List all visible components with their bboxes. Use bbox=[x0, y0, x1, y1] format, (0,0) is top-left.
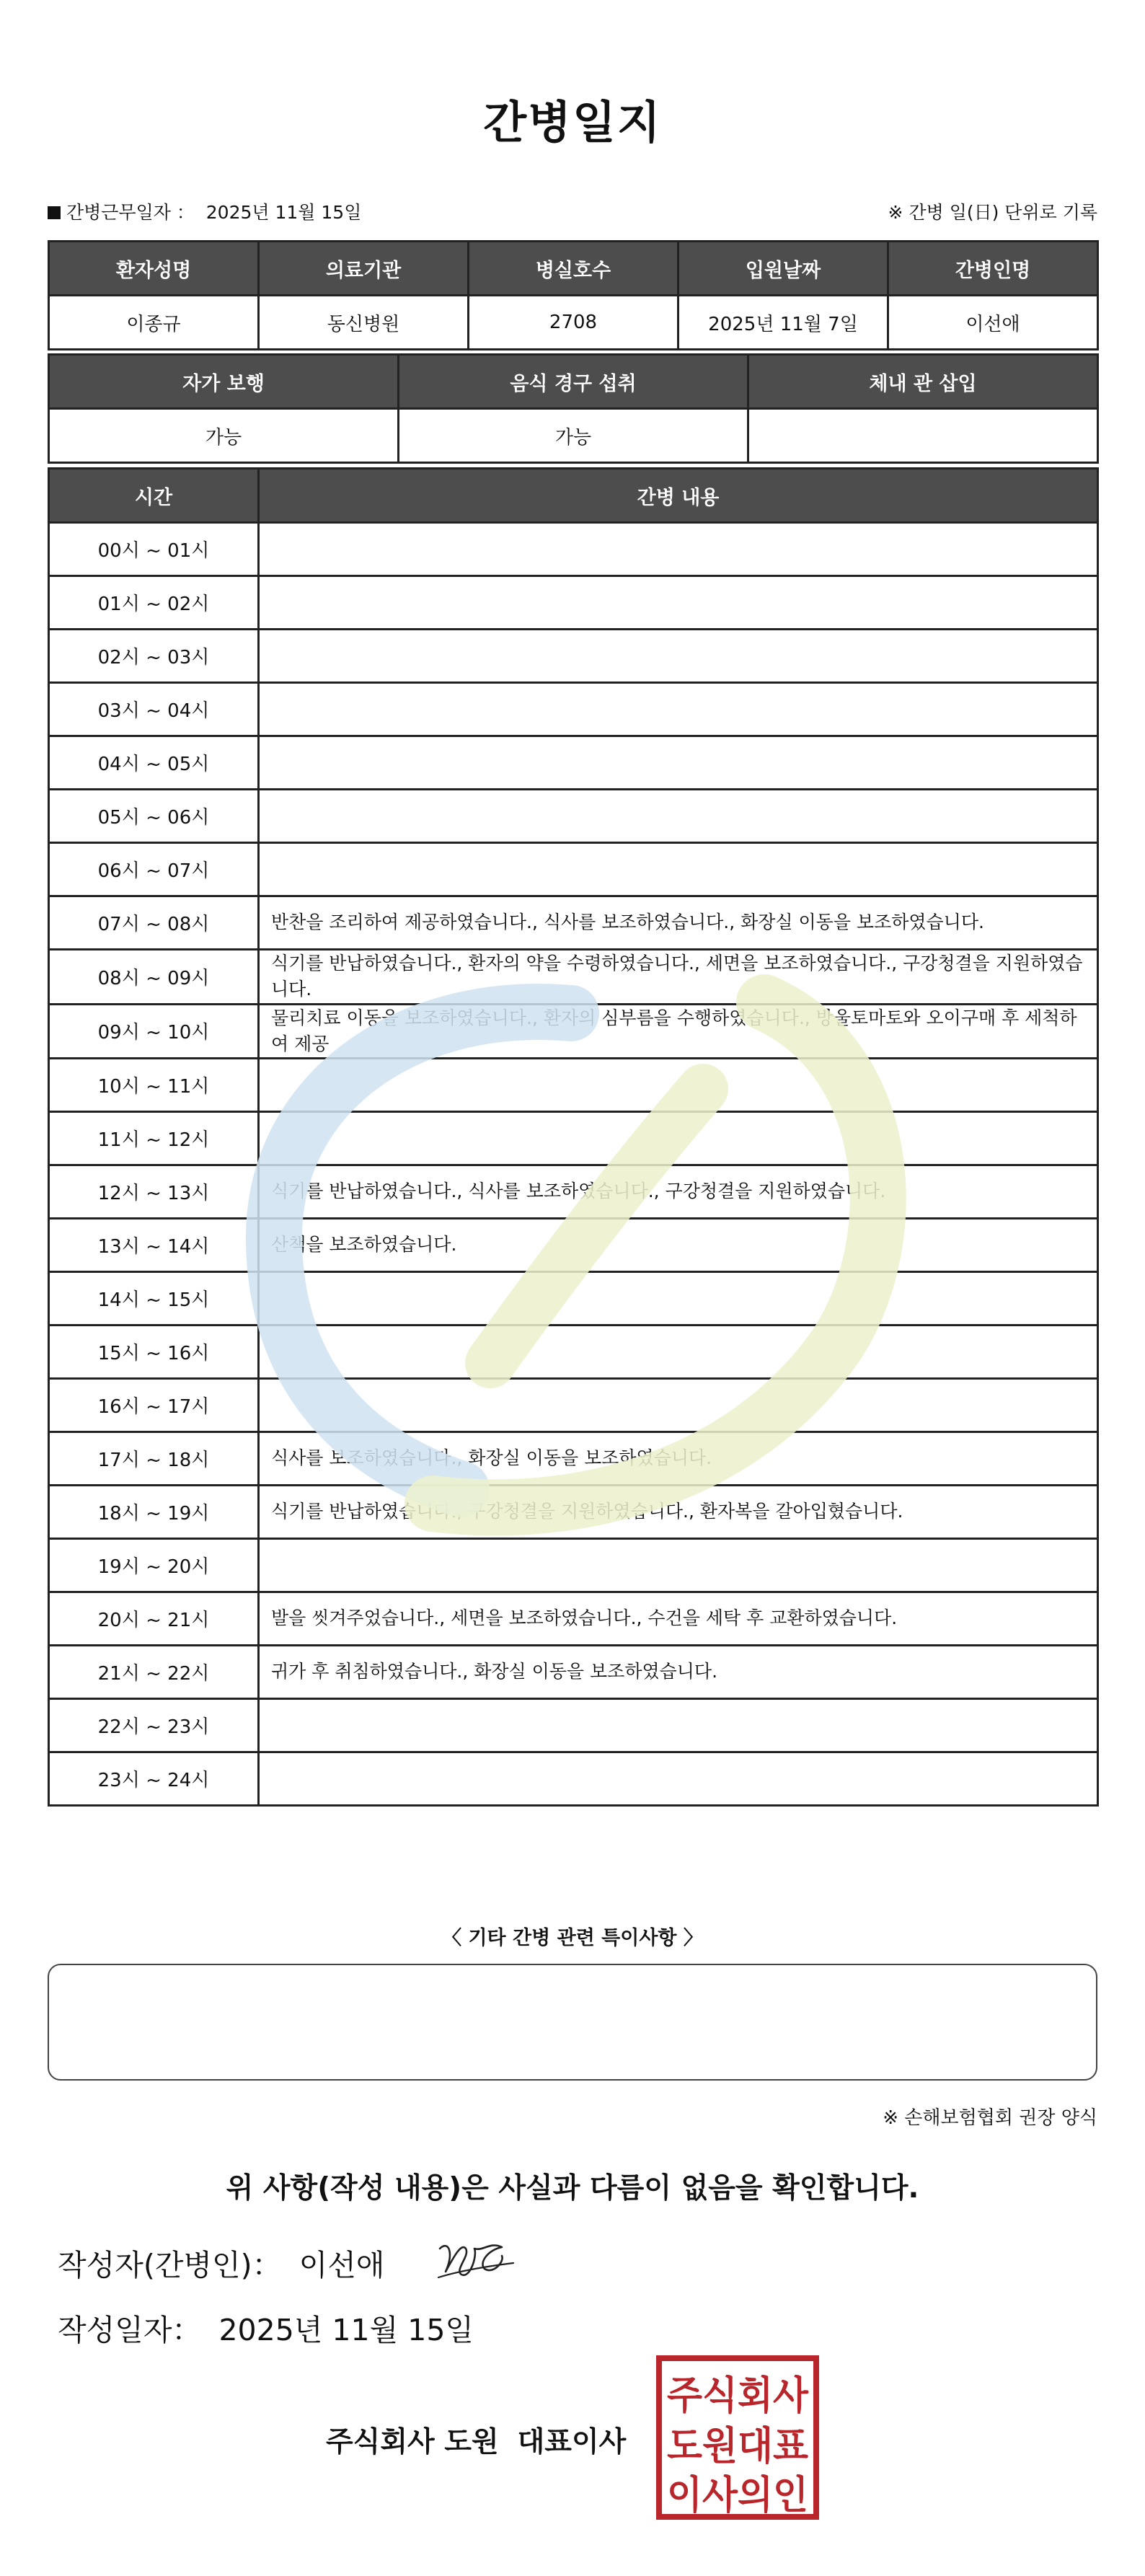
company-seal bbox=[655, 2354, 821, 2521]
care-log-content: 물리치료 이동을 보조하였습니다., 환자의 심부름을 수행하였습니다., 방울토마토와 오이구매 후 세척하여 제공 bbox=[259, 1004, 1098, 1059]
care-log-row bbox=[49, 1646, 1098, 1699]
header-care-content: 간병 내용 bbox=[259, 469, 1098, 523]
care-log-row bbox=[49, 1059, 1098, 1112]
header-oral-intake: 음식 경구 섭취 bbox=[399, 355, 748, 409]
care-log-content bbox=[259, 1272, 1098, 1326]
header-room-number: 병실호수 bbox=[469, 242, 678, 296]
care-log-time: 16시 ~ 17시 bbox=[49, 1379, 259, 1432]
care-log-time: 05시 ~ 06시 bbox=[49, 790, 259, 843]
care-log-time: 17시 ~ 18시 bbox=[49, 1432, 259, 1486]
care-log-row bbox=[49, 1165, 1098, 1219]
page-title: 간병일지 bbox=[483, 96, 662, 149]
written-date-line bbox=[58, 2306, 474, 2349]
svg-text:주식회사: 주식회사 bbox=[667, 2372, 809, 2418]
company-title: 대표이사 bbox=[517, 2426, 627, 2458]
header-admission-date: 입원날짜 bbox=[678, 242, 888, 296]
handwritten-signature bbox=[433, 2227, 519, 2292]
care-log-time: 03시 ~ 04시 bbox=[49, 683, 259, 736]
confirmation-statement: 위 사항(작성 내용)은 사실과 다름이 없음을 확인합니다. bbox=[226, 2172, 919, 2205]
care-log-row bbox=[49, 630, 1098, 683]
notes-box bbox=[48, 1964, 1097, 2081]
care-log-content bbox=[259, 683, 1098, 736]
care-log-row bbox=[49, 1112, 1098, 1165]
care-log-row bbox=[49, 1539, 1098, 1592]
care-log-content bbox=[259, 790, 1098, 843]
care-log-time: 11시 ~ 12시 bbox=[49, 1112, 259, 1165]
care-log-content bbox=[259, 576, 1098, 630]
patient-status-header-row bbox=[49, 355, 1098, 409]
care-log-time: 10시 ~ 11시 bbox=[49, 1059, 259, 1112]
care-log-content: 식기를 반납하였습니다., 환자의 약을 수령하였습니다., 세면을 보조하였습니다., 구강청결을 지원하였습니다. bbox=[259, 950, 1098, 1005]
care-log-content bbox=[259, 1539, 1098, 1592]
care-log-time: 20시 ~ 21시 bbox=[49, 1592, 259, 1646]
care-log-row bbox=[49, 1326, 1098, 1379]
care-log-content bbox=[259, 1059, 1098, 1112]
hospital: 동신병원 bbox=[259, 296, 469, 350]
company-name: 주식회사 도원 bbox=[326, 2426, 499, 2458]
caregiver-name: 이선애 bbox=[888, 296, 1098, 350]
care-log-time: 09시 ~ 10시 bbox=[49, 1004, 259, 1059]
care-log-time: 23시 ~ 24시 bbox=[49, 1752, 259, 1806]
record-unit-note: ※ 간병 일(日) 단위로 기록 bbox=[888, 202, 1097, 223]
care-log-time: 15시 ~ 16시 bbox=[49, 1326, 259, 1379]
care-log-content: 식기를 반납하였습니다., 구강청결을 지원하였습니다., 환자복을 갈아입혔습니다. bbox=[259, 1486, 1098, 1539]
header-tube-insertion: 체내 관 삽입 bbox=[748, 355, 1098, 409]
care-log-row bbox=[49, 1379, 1098, 1432]
care-log-time: 01시 ~ 02시 bbox=[49, 576, 259, 630]
care-log-row bbox=[49, 1486, 1098, 1539]
work-date-value: 2025년 11월 15일 bbox=[205, 202, 362, 223]
patient-info-header-row bbox=[49, 242, 1098, 296]
care-log-row bbox=[49, 843, 1098, 896]
care-log-content: 식기를 반납하였습니다., 식사를 보조하였습니다., 구강청결을 지원하였습니다. bbox=[259, 1165, 1098, 1219]
care-log-row bbox=[49, 1004, 1098, 1059]
care-log-row bbox=[49, 1219, 1098, 1272]
author-label: 작성자(간병인)： bbox=[58, 2248, 282, 2282]
patient-status-value-row bbox=[49, 409, 1098, 463]
care-log-row bbox=[49, 1272, 1098, 1326]
care-log-row bbox=[49, 1699, 1098, 1752]
work-date-row bbox=[48, 198, 1097, 227]
care-log-content bbox=[259, 523, 1098, 576]
tube-insertion bbox=[748, 409, 1098, 463]
care-log-content: 반찬을 조리하여 제공하였습니다., 식사를 보조하였습니다., 화장실 이동을 보조하였습니다. bbox=[259, 896, 1098, 950]
author-line bbox=[58, 2241, 384, 2284]
care-log-time: 21시 ~ 22시 bbox=[49, 1646, 259, 1699]
care-log-time: 18시 ~ 19시 bbox=[49, 1486, 259, 1539]
care-log-body bbox=[49, 523, 1098, 1806]
care-log-time: 12시 ~ 13시 bbox=[49, 1165, 259, 1219]
form-source-note: ※ 손해보험협회 권장 양식 bbox=[883, 2107, 1097, 2129]
care-log-row bbox=[49, 683, 1098, 736]
care-log-content: 귀가 후 취침하였습니다., 화장실 이동을 보조하였습니다. bbox=[259, 1646, 1098, 1699]
care-log-content bbox=[259, 1379, 1098, 1432]
care-log-time: 22시 ~ 23시 bbox=[49, 1699, 259, 1752]
care-log-time: 00시 ~ 01시 bbox=[49, 523, 259, 576]
author-name: 이선애 bbox=[299, 2248, 385, 2282]
care-log-content bbox=[259, 736, 1098, 790]
care-log-row bbox=[49, 1592, 1098, 1646]
header-hospital: 의료기관 bbox=[259, 242, 469, 296]
patient-name: 이종규 bbox=[49, 296, 259, 350]
care-log-time: 13시 ~ 14시 bbox=[49, 1219, 259, 1272]
header-self-walking: 자가 보행 bbox=[49, 355, 399, 409]
care-log-content: 식사를 보조하였습니다., 화장실 이동을 보조하였습니다. bbox=[259, 1432, 1098, 1486]
oral-intake: 가능 bbox=[399, 409, 748, 463]
care-log-time: 07시 ~ 08시 bbox=[49, 896, 259, 950]
care-log-time: 19시 ~ 20시 bbox=[49, 1539, 259, 1592]
work-date-label: 간병근무일자 ： bbox=[66, 202, 195, 223]
care-log-time: 04시 ~ 05시 bbox=[49, 736, 259, 790]
care-log-content bbox=[259, 630, 1098, 683]
care-log-time: 02시 ~ 03시 bbox=[49, 630, 259, 683]
care-log-content: 산책을 보조하였습니다. bbox=[259, 1219, 1098, 1272]
care-log-row bbox=[49, 1432, 1098, 1486]
care-log-time: 14시 ~ 15시 bbox=[49, 1272, 259, 1326]
patient-info-table bbox=[48, 240, 1099, 350]
care-log-row bbox=[49, 736, 1098, 790]
header-patient-name: 환자성명 bbox=[49, 242, 259, 296]
written-date-label: 작성일자： bbox=[58, 2313, 202, 2347]
notes-title: 〈 기타 간병 관련 특이사항 〉 bbox=[442, 1927, 703, 1949]
care-log-content bbox=[259, 1699, 1098, 1752]
care-log-row bbox=[49, 576, 1098, 630]
care-log-row bbox=[49, 790, 1098, 843]
work-date bbox=[48, 198, 361, 224]
patient-info-value-row bbox=[49, 296, 1098, 350]
care-log-time: 08시 ~ 09시 bbox=[49, 950, 259, 1005]
square-bullet-icon bbox=[48, 206, 61, 219]
room-number: 2708 bbox=[469, 296, 678, 350]
care-log-content bbox=[259, 1326, 1098, 1379]
care-log-row bbox=[49, 523, 1098, 576]
care-log-content bbox=[259, 1752, 1098, 1806]
company-signature bbox=[326, 2420, 626, 2460]
admission-date: 2025년 11월 7일 bbox=[678, 296, 888, 350]
patient-status-table bbox=[48, 353, 1099, 464]
written-date-value: 2025년 11월 15일 bbox=[218, 2313, 474, 2347]
care-log-content bbox=[259, 843, 1098, 896]
header-caregiver-name: 간병인명 bbox=[888, 242, 1098, 296]
header-time: 시간 bbox=[49, 469, 259, 523]
care-log-table bbox=[48, 467, 1099, 1807]
care-log-row bbox=[49, 896, 1098, 950]
care-log-content: 발을 씻겨주었습니다., 세면을 보조하였습니다., 수건을 세탁 후 교환하였습니다. bbox=[259, 1592, 1098, 1646]
svg-text:도원대표: 도원대표 bbox=[667, 2422, 808, 2469]
care-log-row bbox=[49, 950, 1098, 1005]
self-walking: 가능 bbox=[49, 409, 399, 463]
svg-text:이사의인: 이사의인 bbox=[667, 2471, 808, 2518]
care-log-time: 06시 ~ 07시 bbox=[49, 843, 259, 896]
care-log-header-row bbox=[49, 469, 1098, 523]
care-log-content bbox=[259, 1112, 1098, 1165]
care-log-row bbox=[49, 1752, 1098, 1806]
